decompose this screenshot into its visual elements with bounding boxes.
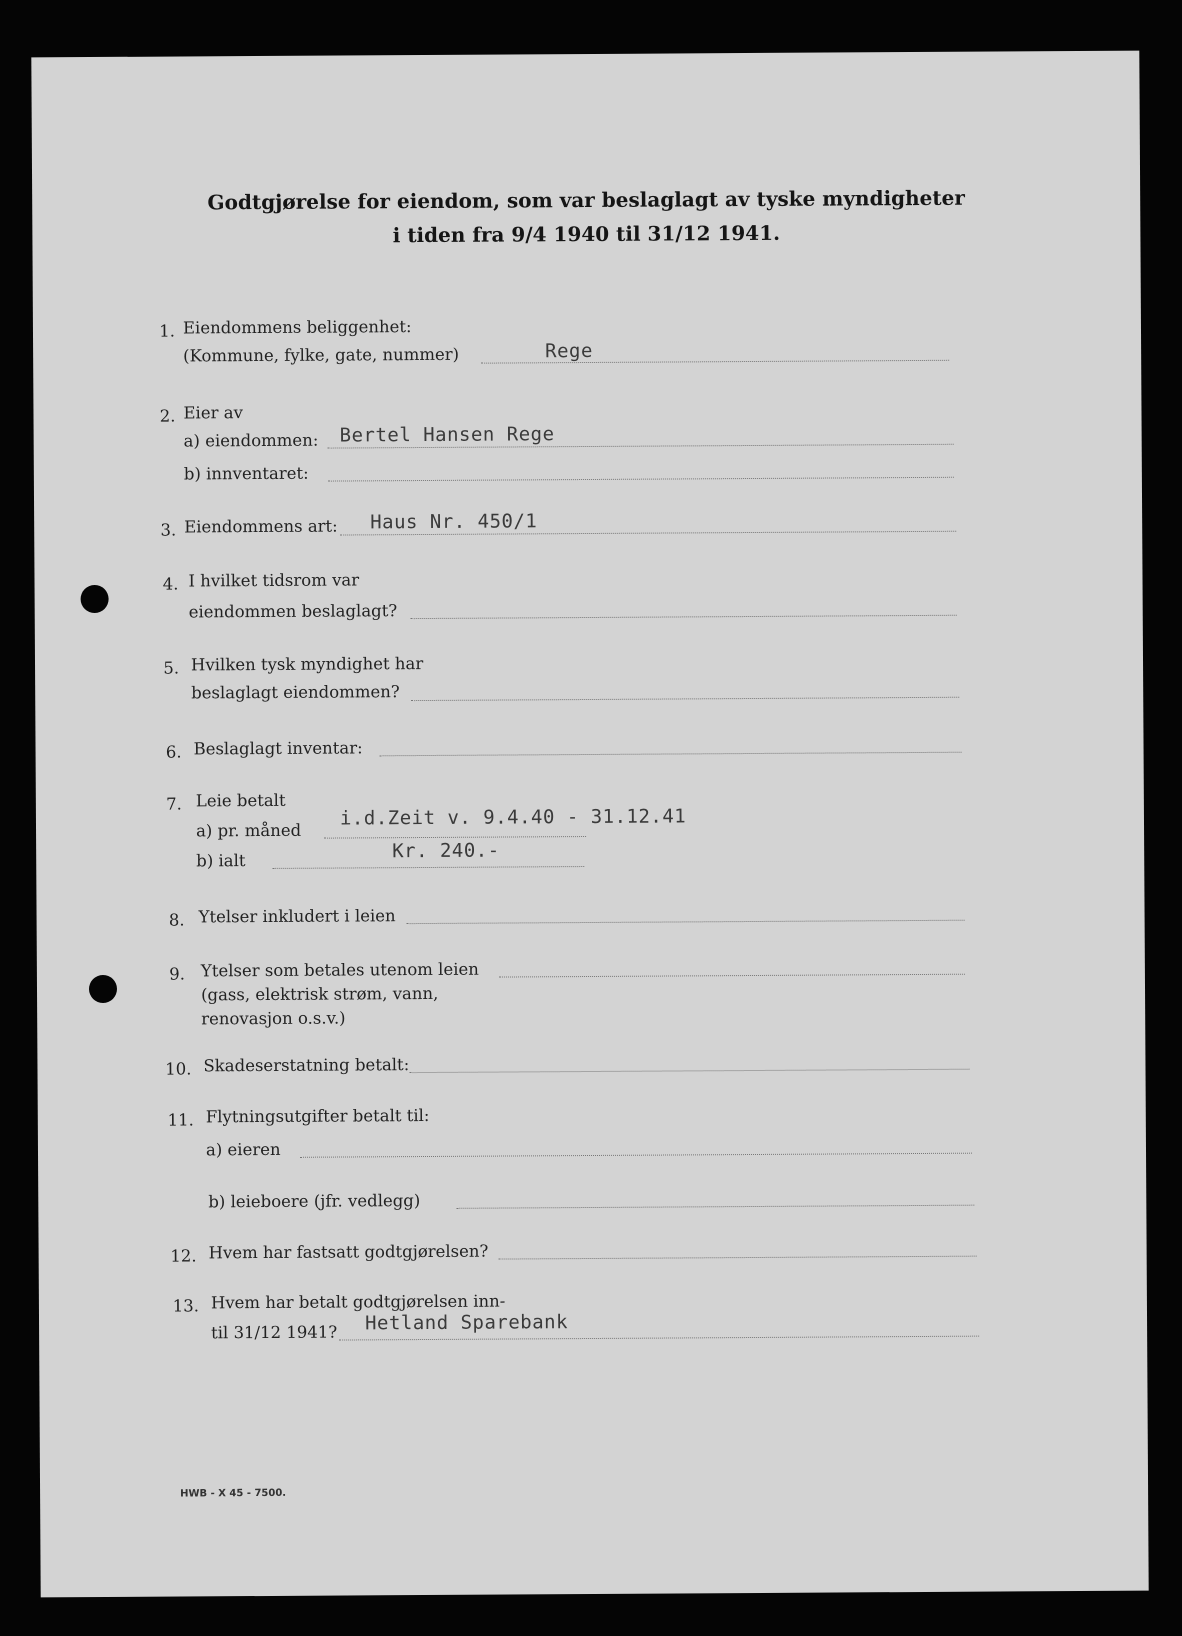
item-6-label: Beslaglagt inventar: [193,738,363,759]
item-11b-label: b) leieboere (jfr. vedlegg) [208,1191,421,1212]
item-number-8: 8. [168,910,185,930]
item-9-sublabel2: renovasjon o.s.v.) [201,1008,346,1029]
item-4-label: I hvilket tidsrom var [188,570,360,591]
punch-hole-top [81,585,109,613]
item-number-12: 12. [170,1246,197,1266]
item-7b-value: Kr. 240.- [392,839,500,863]
item-number-7: 7. [166,794,182,814]
item-4-sublabel: eiendommen beslaglagt? [188,601,398,622]
item-11a-label: a) eieren [205,1139,281,1160]
item-number-5: 5. [163,658,180,678]
item-12-label: Hvem har fastsatt godtgjørelsen? [208,1241,489,1263]
item-number-6: 6. [165,742,182,762]
form-title-line2: i tiden fra 9/4 1940 til 31/12 1941. [392,220,781,248]
item-8-label: Ytelser inkludert i leien [198,906,396,927]
item-5-sublabel: beslaglagt eiendommen? [191,682,400,703]
form-title-line1: Godtgjørelse for eiendom, som var beslaglagt av tyske myndigheter [207,185,965,215]
item-6-line [380,752,962,757]
item-11a-line [300,1153,972,1158]
item-1-label: Eiendommens beliggenhet: [182,317,412,338]
item-number-11: 11. [167,1110,194,1130]
item-9-label: Ytelser som betales utenom leien [200,959,479,981]
punch-hole-bottom [89,975,117,1003]
item-2a-value: Bertel Hansen Rege [339,423,555,447]
item-2-label: Eier av [183,403,243,423]
item-3-value: Haus Nr. 450/1 [370,510,538,534]
item-number-3: 3. [160,520,177,540]
item-5-label: Hvilken tysk myndighet har [190,654,424,675]
item-7a-line [324,836,586,839]
item-2b-label: b) innventaret: [183,463,309,484]
item-4-line [411,615,957,619]
item-13-line [339,1336,979,1341]
item-1-sublabel: (Kommune, fylke, gate, nummer) [183,344,460,366]
item-number-13: 13. [172,1296,199,1316]
item-number-2: 2. [159,406,176,426]
item-2a-label: a) eiendommen: [183,430,319,451]
item-1-value: Rege [545,339,593,363]
item-5-line [411,697,959,701]
item-13-value: Hetland Sparebank [364,1311,569,1335]
item-9-line [499,974,965,978]
item-11-label: Flytningsutgifter betalt til: [205,1105,430,1127]
item-7-label: Leie betalt [195,790,286,811]
item-9-sublabel: (gass, elektrisk strøm, vann, [200,983,439,1005]
item-number-10: 10. [165,1059,192,1079]
form-print-code: HWB - X 45 - 7500. [180,1487,287,1500]
item-7a-label: a) pr. måned [195,820,302,841]
item-13-sublabel: til 31/12 1941? [211,1322,338,1343]
item-13-label: Hvem har betalt godtgjørelsen inn- [210,1291,506,1313]
item-7b-line [272,866,584,869]
item-12-line [499,1256,977,1260]
item-10-label: Skadeserstatning betalt: [203,1055,410,1076]
item-10-line [410,1069,970,1073]
item-3-label: Eiendommens art: [184,516,338,537]
item-7a-value: i.d.Zeit v. 9.4.40 - 31.12.41 [339,805,687,830]
item-number-9: 9. [169,964,185,984]
item-number-1: 1. [159,321,176,341]
form-page [31,51,1148,1598]
item-7b-label: b) ialt [196,851,246,871]
item-8-line [407,920,965,924]
item-11b-line [456,1205,974,1209]
item-2b-line [328,477,954,482]
item-number-4: 4. [162,574,179,594]
